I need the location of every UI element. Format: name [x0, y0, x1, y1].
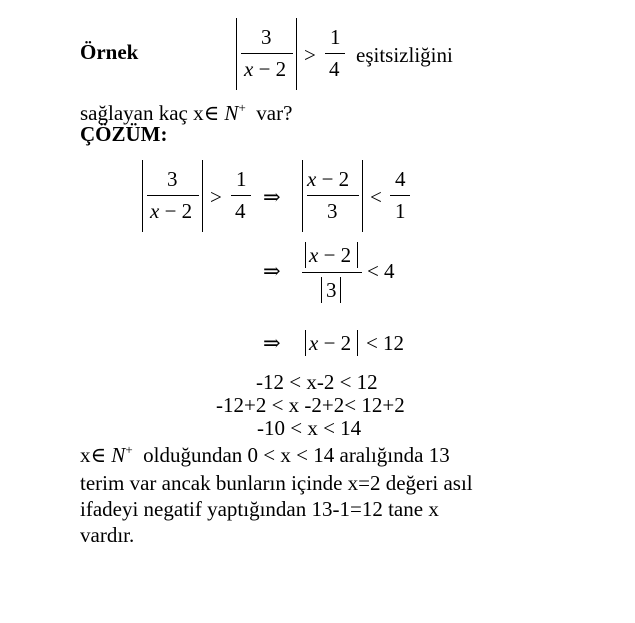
abs-bar-right	[362, 160, 363, 232]
abs-bar-left	[305, 330, 306, 356]
fraction-den-var: x	[244, 57, 254, 81]
fraction-bar	[302, 272, 362, 273]
rhs-denominator: 4	[329, 57, 340, 81]
rhs-numerator: 1	[236, 167, 247, 191]
rhs-value: 12	[383, 331, 404, 355]
lt-symbol: <	[366, 331, 378, 355]
fraction-bar	[147, 195, 199, 196]
rhs-fraction-bar	[325, 53, 345, 54]
fraction-num-rest: − 2	[316, 167, 350, 191]
abs-bar-right	[340, 277, 341, 303]
fraction-den-rest: − 2	[253, 57, 287, 81]
step-5: -12+2 < x -2+2< 12+2	[216, 393, 405, 417]
gt-symbol: >	[304, 43, 316, 67]
conclusion-line2: terim var ancak bunların içinde x=2 değeri asıl	[80, 471, 473, 495]
abs-bar-left	[321, 277, 322, 303]
abs-bar-left	[142, 160, 143, 232]
fraction-den-var: x	[150, 199, 160, 223]
fraction-num-var: x	[307, 167, 317, 191]
gt-symbol: >	[210, 185, 222, 209]
fraction-numerator: 3	[167, 167, 178, 191]
lt-symbol: <	[370, 185, 382, 209]
fraction-numerator: 3	[261, 25, 272, 49]
solution-label: ÇÖZÜM:	[80, 122, 168, 146]
fraction-bar	[241, 53, 293, 54]
problem-tail: eşitsizliğini	[356, 43, 453, 67]
expr-var: x	[309, 331, 319, 355]
fraction-denominator: 3	[326, 278, 337, 302]
abs-bar-left	[236, 18, 237, 90]
rhs-denominator: 4	[235, 199, 246, 223]
abs-bar-left	[302, 160, 303, 232]
fraction-num-var: x	[309, 243, 319, 267]
step-6: -10 < x < 14	[257, 416, 362, 440]
abs-bar-right	[357, 330, 358, 356]
abs-bar-right	[357, 242, 358, 268]
lt-symbol: <	[367, 259, 379, 283]
rhs-value: 4	[384, 259, 395, 283]
problem-line2: sağlayan kaç x∈ N+ var?	[80, 100, 293, 125]
abs-bar-right	[296, 18, 297, 90]
fraction-bar	[307, 195, 359, 196]
conclusion-line1: x∈ N+ olduğundan 0 < x < 14 aralığında 13	[80, 442, 450, 467]
implies-symbol: ⇒	[263, 331, 281, 355]
conclusion-line4: vardır.	[80, 523, 135, 547]
conclusion-line3: ifadeyi negatif yaptığından 13-1=12 tane x	[80, 497, 439, 521]
fraction-denominator: 3	[327, 199, 338, 223]
fraction-den-rest: − 2	[159, 199, 193, 223]
fraction-num-rest: − 2	[318, 243, 352, 267]
rhs-fraction-bar	[390, 195, 410, 196]
implies-symbol: ⇒	[263, 185, 281, 209]
rhs-denominator: 1	[395, 199, 406, 223]
abs-bar-left	[305, 242, 306, 268]
step-4: -12 < x-2 < 12	[256, 370, 378, 394]
rhs-numerator: 4	[395, 167, 406, 191]
implies-symbol: ⇒	[263, 259, 281, 283]
rhs-numerator: 1	[330, 25, 341, 49]
expr-rest: − 2	[318, 331, 352, 355]
example-label: Örnek	[80, 40, 139, 64]
rhs-fraction-bar	[231, 195, 251, 196]
abs-bar-right	[202, 160, 203, 232]
